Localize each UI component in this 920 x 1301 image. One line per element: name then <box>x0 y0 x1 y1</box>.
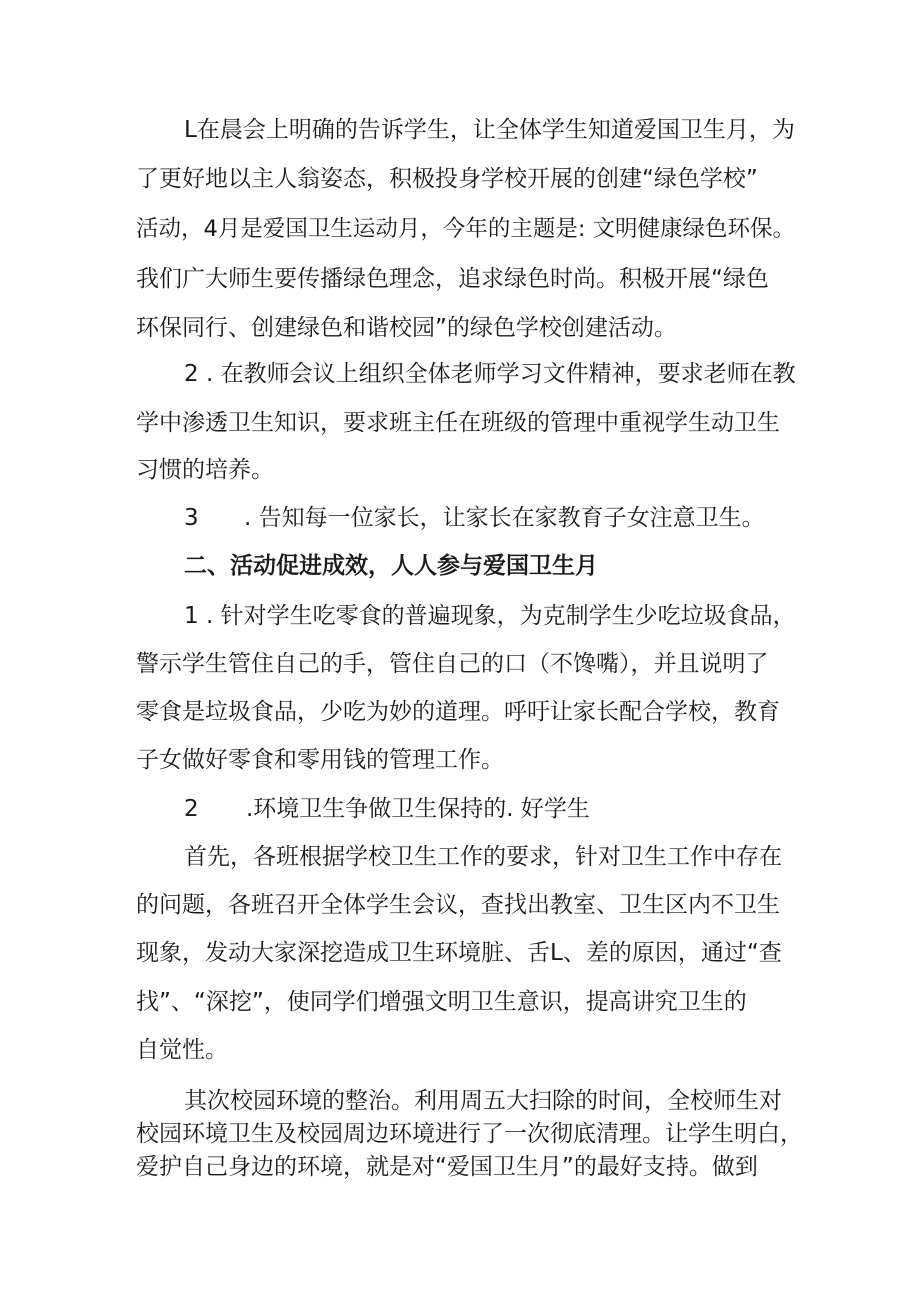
paragraph-line: 爱护自己身边的环境，就是对“爱国卫生月”的最好支持。做到 <box>136 1154 758 1180</box>
paragraph-line: 2 . 在教师会议上组织全体老师学习文件精神，要求老师在教 <box>184 361 796 387</box>
paragraph-line: 活动，4月是爱国卫生运动月，今年的主题是: 文明健康绿色环保。 <box>136 216 796 242</box>
paragraph-line: 首先，各班根据学校卫生工作的要求，针对卫生工作中存在 <box>184 844 782 870</box>
list-text: .环境卫生争做卫生保持的. 好学生 <box>246 796 590 822</box>
paragraph-line: 警示学生管住自己的手，管住自己的口（不馋嘴），并且说明了 <box>136 651 769 677</box>
paragraph-line: 其次校园环境的整治。利用周五大扫除的时间，全校师生对 <box>184 1088 782 1114</box>
paragraph-line: 习惯的培养。 <box>136 457 274 483</box>
paragraph-line: 学中渗透卫生知识，要求班主任在班级的管理中重视学生动卫生 <box>136 410 780 436</box>
section-heading: 二、活动促进成效，人人参与爱国卫生月 <box>184 553 598 579</box>
list-text: . 告知每一位家长，让家长在家教育子女注意卫生。 <box>244 505 765 531</box>
paragraph-line: L在晨会上明确的告诉学生，让全体学生知道爱国卫生月，为 <box>184 117 795 143</box>
list-item <box>184 794 590 824</box>
list-number: 2 <box>184 796 199 822</box>
paragraph-line: 我们广大师生要传播绿色理念，追求绿色时尚。积极开展“绿色 <box>136 266 769 292</box>
paragraph-line: 子女做好零食和零用钱的管理工作。 <box>136 747 504 773</box>
paragraph-line: 了更好地以主人翁姿态，积极投身学校开展的创建“绿色学校” <box>136 166 758 192</box>
paragraph-line: 1 . 针对学生吃零食的普遍现象，为克制学生少吃垃圾食品， <box>184 603 796 629</box>
paragraph-line: 零食是垃圾食品，少吃为妙的道理。呼吁让家长配合学校，教育 <box>136 699 780 725</box>
paragraph-line: 找”、“深挖”，使同学们增强文明卫生意识，提高讲究卫生的 <box>136 989 747 1015</box>
paragraph-line: 环保同行、创建绿色和谐校园”的绿色学校创建活动。 <box>136 315 677 341</box>
paragraph-line: 自觉性。 <box>136 1037 228 1063</box>
list-item <box>184 503 765 533</box>
list-number: 3 <box>184 505 199 531</box>
paragraph-line: 的问题，各班召开全体学生会议，查找出教室、卫生区内不卫生 <box>136 892 780 918</box>
paragraph-line: 校园环境卫生及校园周边环境进行了一次彻底清理。让学生明白， <box>136 1121 803 1147</box>
paragraph-line: 现象，发动大家深挖造成卫生环境脏、舌L、差的原因，通过“查 <box>136 940 782 966</box>
